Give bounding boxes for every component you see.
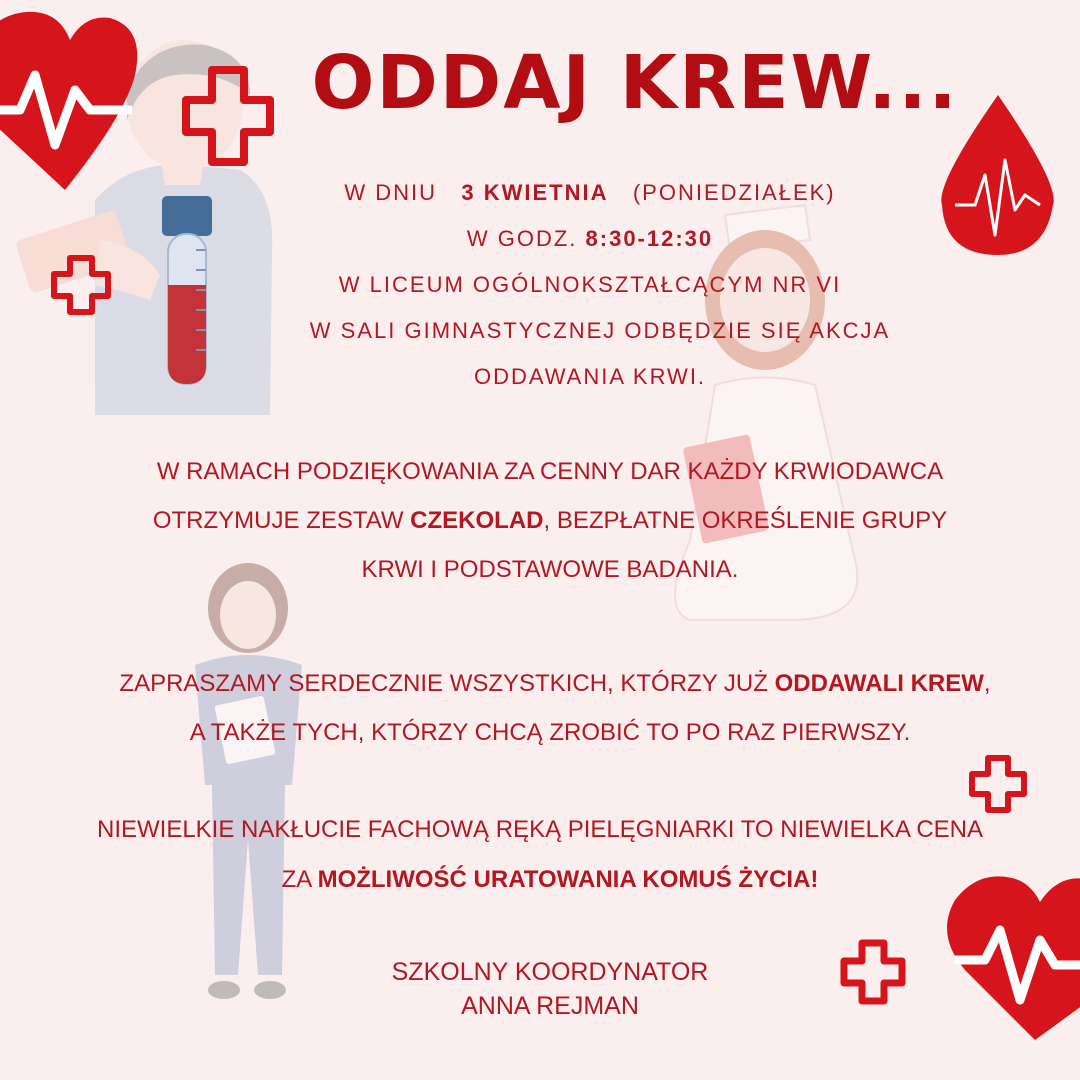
poster-title: ODDAJ KREW... (311, 40, 959, 126)
donated-highlight: ODDAWALI KREW (774, 670, 984, 697)
invite-text: , (983, 670, 991, 697)
thanks-text: OTRZYMUJE ZESTAW (152, 507, 404, 534)
chocolate-highlight: CZEKOLAD (410, 507, 544, 534)
time-prefix: W GODZ. (466, 226, 578, 251)
save-life-highlight: MOŻLIWOŚĆ URATOWANIA KOMUŚ ŻYCIA! (317, 866, 819, 893)
needle-line: NIEWIELKIE NAKŁUCIE FACHOWĄ RĘKĄ PIELĘGNIARKI TO NIEWIELKA CENA (96, 816, 983, 843)
invite-line (0, 670, 1080, 698)
event-time: 8:30-12:30 (585, 226, 714, 251)
medical-cross-icon (972, 758, 1024, 810)
location-line: W LICEUM OGÓLNOKSZTAŁCĄCYM NR VI (338, 272, 842, 297)
needle-line (0, 866, 1080, 894)
invite-line: A TAKŻE TYCH, KTÓRZY CHCĄ ZROBIĆ TO PO RAZ PIERWSZY. (189, 719, 911, 746)
thanks-line: KRWI I PODSTAWOWE BADANIA. (361, 556, 739, 583)
date-prefix: W DNIU (344, 180, 438, 205)
thanks-text: , BEZPŁATNE OKREŚLENIE GRUPY (543, 507, 948, 534)
time-line (0, 226, 1080, 252)
location-line: W SALI GIMNASTYCZNEJ ODBĘDZIE SIĘ AKCJA (309, 318, 891, 343)
event-weekday: (PONIEDZIAŁEK) (632, 180, 836, 205)
needle-text: ZA (281, 866, 311, 893)
date-line (0, 180, 1080, 206)
coordinator-name: ANNA REJMAN (461, 992, 639, 1020)
invite-text: ZAPRASZAMY SERDECZNIE WSZYSTKICH, KTÓRZY JUŻ (119, 670, 768, 697)
location-line: ODDAWANIA KRWI. (473, 364, 707, 389)
event-date: 3 KWIETNIA (461, 180, 609, 205)
woman-illustration (195, 563, 302, 999)
coordinator-role: SZKOLNY KOORDYNATOR (391, 958, 709, 986)
thanks-line (0, 507, 1080, 535)
thanks-line: W RAMACH PODZIĘKOWANIA ZA CENNY DAR KAŻDY KRWIODAWCA (156, 458, 944, 485)
